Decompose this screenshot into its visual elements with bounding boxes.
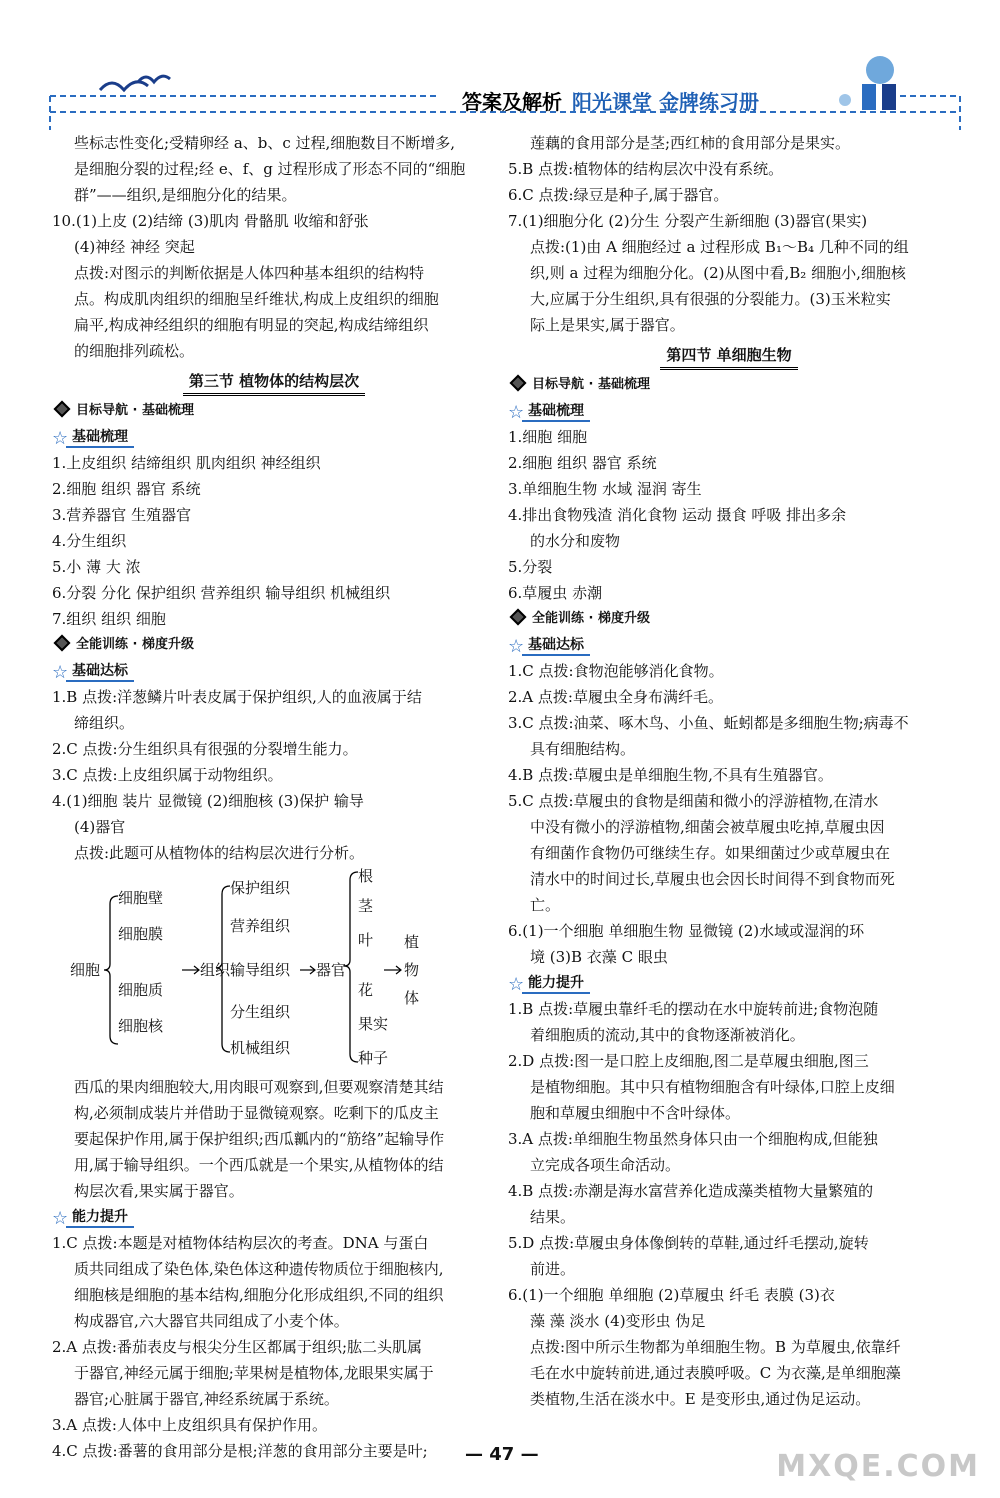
category-heading: 目标导航 · 基础梳理 xyxy=(508,372,950,398)
answer-line: 5.B 点拨:植物体的结构层次中没有系统。 xyxy=(508,160,784,178)
answer-line: 质共同组成了染色体,染色体这种遗传物质位于细胞核内, xyxy=(74,1260,444,1278)
answer-line: 1.C 点拨:本题是对植物体结构层次的考查。DNA 与蛋白 xyxy=(52,1234,429,1252)
answer-line: 2.D 点拨:图一是口腔上皮细胞,图二是草履虫细胞,图三 xyxy=(508,1052,869,1070)
diagram-cell-part: 细胞核 xyxy=(118,1017,164,1035)
diagram-tissue-type: 保护组织 xyxy=(230,879,291,897)
answer-line: 2.A 点拨:番茄表皮与根尖分生区都属于组织;肱二头肌属 xyxy=(52,1338,423,1356)
answer-line: 点。构成肌肉组织的细胞呈纤维状,构成上皮组织的细胞 xyxy=(74,290,439,308)
plant-structure-diagram xyxy=(52,866,496,1074)
answer-line: 5.D 点拨:草履虫身体像倒转的草鞋,通过纤毛摆动,旋转 xyxy=(508,1234,869,1252)
answer-line: 扁平,构成神经组织的细胞有明显的突起,构成结缔组织 xyxy=(74,316,429,334)
answer-line: 器官;心脏属于器官,神经系统属于系统。 xyxy=(74,1390,339,1408)
text-line: 是细胞分裂的过程;经 e、f、g 过程形成了形态不同的“细胞 xyxy=(74,160,466,178)
text-line: 些标志性变化;受精卵经 a、b、c 过程,细胞数目不断增多, xyxy=(74,134,456,152)
answer-line: 西瓜的果肉细胞较大,用肉眼可观察到,但要观察清楚其结 xyxy=(74,1078,444,1096)
diamond-icon xyxy=(510,375,527,392)
answer-line: 3.C 点拨:油菜、啄木鸟、小鱼、蚯蚓都是多细胞生物;病毒不 xyxy=(508,714,909,732)
star-icon: ☆ xyxy=(52,662,69,683)
answer-line: 6.(1)一个细胞 单细胞 (2)草履虫 纤毛 表膜 (3)衣 xyxy=(508,1286,835,1304)
answer-line: (4)器官 xyxy=(74,818,126,836)
text-line: 群”——组织,是细胞分化的结果。 xyxy=(74,186,297,204)
answer-line: 4.分生组织 xyxy=(52,532,127,550)
diagram-organ: 器官 xyxy=(316,961,347,979)
answer-line: 2.C 点拨:分生组织具有很强的分裂增生能力。 xyxy=(52,740,358,758)
answer-line: 6.(1)一个细胞 单细胞生物 显微镜 (2)水域或湿润的环 xyxy=(508,922,865,940)
diagram-organ-type: 根 xyxy=(358,867,374,885)
answer-line: 缔组织。 xyxy=(74,714,135,732)
answer-line: 5.分裂 xyxy=(508,558,553,576)
answer-line: 要起保护作用,属于保护组织;西瓜瓤内的“筋络”起输导作 xyxy=(74,1130,445,1148)
diagram-tissue-type: 机械组织 xyxy=(230,1039,291,1057)
diagram-organ-type: 花 xyxy=(358,981,374,999)
answer-line: 亡。 xyxy=(530,896,561,914)
page-header xyxy=(0,0,1000,130)
answer-line: 1.B 点拨:草履虫靠纤毛的摆动在水中旋转前进;食物泡随 xyxy=(508,1000,879,1018)
diagram-tissue-type: 分生组织 xyxy=(230,1003,291,1021)
answer-line: 毛在水中旋转前进,通过表膜呼吸。C 为衣藻,是单细胞藻 xyxy=(530,1364,901,1382)
answer-line: 7.组织 组织 细胞 xyxy=(52,610,166,628)
diamond-icon xyxy=(54,635,71,652)
category-heading: 目标导航 · 基础梳理 xyxy=(52,398,496,424)
left-column xyxy=(52,130,496,1464)
subsection-badge: ☆ 基础达标 xyxy=(508,632,950,658)
subsection-badge: ☆ 基础梳理 xyxy=(52,424,496,450)
answer-line: 的细胞排列疏松。 xyxy=(74,342,195,360)
category-heading: 全能训练 · 梯度升级 xyxy=(508,606,950,632)
diagram-organ-type: 种子 xyxy=(358,1049,389,1067)
diagram-cell-part: 细胞壁 xyxy=(118,889,164,907)
answer-line: 点拨:(1)由 A 细胞经过 a 过程形成 B₁～B₄ 几种不同的组 xyxy=(530,238,909,256)
answer-line: (4)神经 神经 突起 xyxy=(74,238,195,256)
star-icon: ☆ xyxy=(52,1208,69,1229)
answer-line: 结果。 xyxy=(530,1208,576,1226)
answer-line: 4.B 点拨:草履虫是单细胞生物,不具有生殖器官。 xyxy=(508,766,833,784)
bird-icon xyxy=(100,82,148,90)
answer-line: 际上是果实,属于器官。 xyxy=(530,316,685,334)
diagram-tissue-type: 输导组织 xyxy=(230,961,291,979)
subsection-badge: ☆ 基础梳理 xyxy=(508,398,950,424)
answer-line: 7.(1)细胞分化 (2)分生 分裂产生新细胞 (3)器官(果实) xyxy=(508,212,868,230)
answer-line: 前进。 xyxy=(530,1260,576,1278)
answer-line: 境 (3)B 衣藻 C 眼虫 xyxy=(530,948,668,966)
answer-line: 6.分裂 分化 保护组织 营养组织 输导组织 机械组织 xyxy=(52,584,391,602)
answer-line: 中没有微小的浮游植物,细菌会被草履虫吃掉,草履虫因 xyxy=(530,818,885,836)
answer-line: 1.细胞 细胞 xyxy=(508,428,588,446)
answer-line: 3.A 点拨:单细胞生物虽然身体只由一个细胞构成,但能独 xyxy=(508,1130,878,1148)
diagram-plant-char: 植 xyxy=(404,933,420,951)
subsection-badge: ☆ 能力提升 xyxy=(508,970,950,996)
diagram-organ-type: 叶 xyxy=(358,931,374,949)
answer-line: 1.上皮组织 结缔组织 肌肉组织 神经组织 xyxy=(52,454,321,472)
category-heading: 全能训练 · 梯度升级 xyxy=(52,632,496,658)
page-number: — 47 — xyxy=(465,1444,539,1465)
answer-line: 4.C 点拨:番薯的食用部分是根;洋葱的食用部分主要是叶; xyxy=(52,1442,428,1460)
star-icon: ☆ xyxy=(508,636,525,657)
answer-line: 胞和草履虫细胞中不含叶绿体。 xyxy=(530,1104,741,1122)
subsection-badge: ☆ 能力提升 xyxy=(52,1204,496,1230)
answer-line: 点拨:图中所示生物都为单细胞生物。B 为草履虫,依靠纤 xyxy=(530,1338,901,1356)
answer-line: 点拨:此题可从植物体的结构层次进行分析。 xyxy=(74,844,365,862)
star-icon: ☆ xyxy=(508,974,525,995)
answer-line: 点拨:对图示的判断依据是人体四种基本组织的结构特 xyxy=(74,264,425,282)
answer-line: 6.C 点拨:绿豆是种子,属于器官。 xyxy=(508,186,729,204)
diagram-organ-type: 果实 xyxy=(358,1015,389,1033)
diagram-organ-type: 茎 xyxy=(358,897,374,915)
watermark: MXQE.COM xyxy=(776,1449,980,1484)
star-icon: ☆ xyxy=(508,402,525,423)
answer-line: 2.A 点拨:草履虫全身布满纤毛。 xyxy=(508,688,723,706)
header-title xyxy=(462,86,759,115)
answer-line: 具有细胞结构。 xyxy=(530,740,636,758)
answer-line: 2.细胞 组织 器官 系统 xyxy=(508,454,657,472)
answer-line: 是植物细胞。其中只有植物细胞含有叶绿体,口腔上皮细 xyxy=(530,1078,895,1096)
right-column xyxy=(508,130,950,1412)
bird-icon xyxy=(138,76,170,82)
section-title: 第四节 单细胞生物 xyxy=(508,338,950,372)
star-icon: ☆ xyxy=(52,428,69,449)
header-brand: 阳光课堂 金牌练习册 xyxy=(572,90,759,114)
answer-line: 织,则 a 过程为细胞分化。(2)从图中看,B₂ 细胞小,细胞核 xyxy=(530,264,906,282)
answer-line: 于器官,神经元属于细胞;苹果树是植物体,龙眼果实属于 xyxy=(74,1364,434,1382)
answer-line: 1.B 点拨:洋葱鳞片叶表皮属于保护组织,人的血液属于结 xyxy=(52,688,422,706)
answer-line: 3.A 点拨:人体中上皮组织具有保护作用。 xyxy=(52,1416,327,1434)
answer-line: 立完成各项生命活动。 xyxy=(530,1156,681,1174)
diagram-plant-char: 物 xyxy=(404,961,420,979)
answer-line: 清水中的时间过长,草履虫也会因长时间得不到食物而死 xyxy=(530,870,895,888)
diagram-cell-part: 细胞质 xyxy=(118,981,164,999)
diamond-icon xyxy=(510,609,527,626)
answer-line: 构,必须制成装片并借助于显微镜观察。吃剩下的瓜皮主 xyxy=(74,1104,439,1122)
answer-line: 藻 藻 淡水 (4)变形虫 伪足 xyxy=(530,1312,706,1330)
subsection-badge: ☆ 基础达标 xyxy=(52,658,496,684)
answer-line: 细胞核是细胞的基本结构,细胞分化形成组织,不同的组织 xyxy=(74,1286,444,1304)
answer-line: 着细胞质的流动,其中的食物逐渐被消化。 xyxy=(530,1026,805,1044)
answer-line: 有细菌作食物仍可继续生存。如果细菌过少或草履虫在 xyxy=(530,844,891,862)
answer-line: 1.C 点拨:食物泡能够消化食物。 xyxy=(508,662,724,680)
answer-line: 构成器官,六大器官共同组成了小麦个体。 xyxy=(74,1312,349,1330)
answer-line: 用,属于输导组织。一个西瓜就是一个果实,从植物体的结 xyxy=(74,1156,444,1174)
answer-line: 10.(1)上皮 (2)结缔 (3)肌肉 骨骼肌 收缩和舒张 xyxy=(52,212,369,230)
section-title: 第三节 植物体的结构层次 xyxy=(52,364,496,398)
header-title-text: 答案及解析 xyxy=(462,90,562,114)
answer-line: 4.排出食物残渣 消化食物 运动 摄食 呼吸 排出多余 xyxy=(508,506,847,524)
answer-line: 类植物,生活在淡水中。E 是变形虫,通过伪足运动。 xyxy=(530,1390,871,1408)
diagram-plant-char: 体 xyxy=(404,989,420,1007)
diagram-cell-part: 细胞膜 xyxy=(118,925,164,943)
answer-line: 的水分和废物 xyxy=(530,532,621,550)
answer-line: 3.C 点拨:上皮组织属于动物组织。 xyxy=(52,766,283,784)
diagram-tissue-type: 营养组织 xyxy=(230,917,291,935)
diagram-tissue: 组织 xyxy=(200,961,231,979)
answer-line: 莲藕的食用部分是茎;西红柿的食用部分是果实。 xyxy=(530,134,851,152)
answer-line: 5.小 薄 大 浓 xyxy=(52,558,141,576)
answer-line: 4.(1)细胞 装片 显微镜 (2)细胞核 (3)保护 输导 xyxy=(52,792,364,810)
answer-line: 3.营养器官 生殖器官 xyxy=(52,506,192,524)
answer-line: 4.B 点拨:赤潮是海水富营养化造成藻类植物大量繁殖的 xyxy=(508,1182,874,1200)
answer-line: 5.C 点拨:草履虫的食物是细菌和微小的浮游植物,在清水 xyxy=(508,792,879,810)
answer-line: 大,应属于分生组织,具有很强的分裂能力。(3)玉米粒实 xyxy=(530,290,891,308)
diagram-cell: 细胞 xyxy=(70,961,101,979)
answer-line: 3.单细胞生物 水域 湿润 寄生 xyxy=(508,480,702,498)
answer-line: 2.细胞 组织 器官 系统 xyxy=(52,480,201,498)
answer-line: 构层次看,果实属于器官。 xyxy=(74,1182,244,1200)
diamond-icon xyxy=(54,401,71,418)
answer-line: 6.草履虫 赤潮 xyxy=(508,584,603,602)
